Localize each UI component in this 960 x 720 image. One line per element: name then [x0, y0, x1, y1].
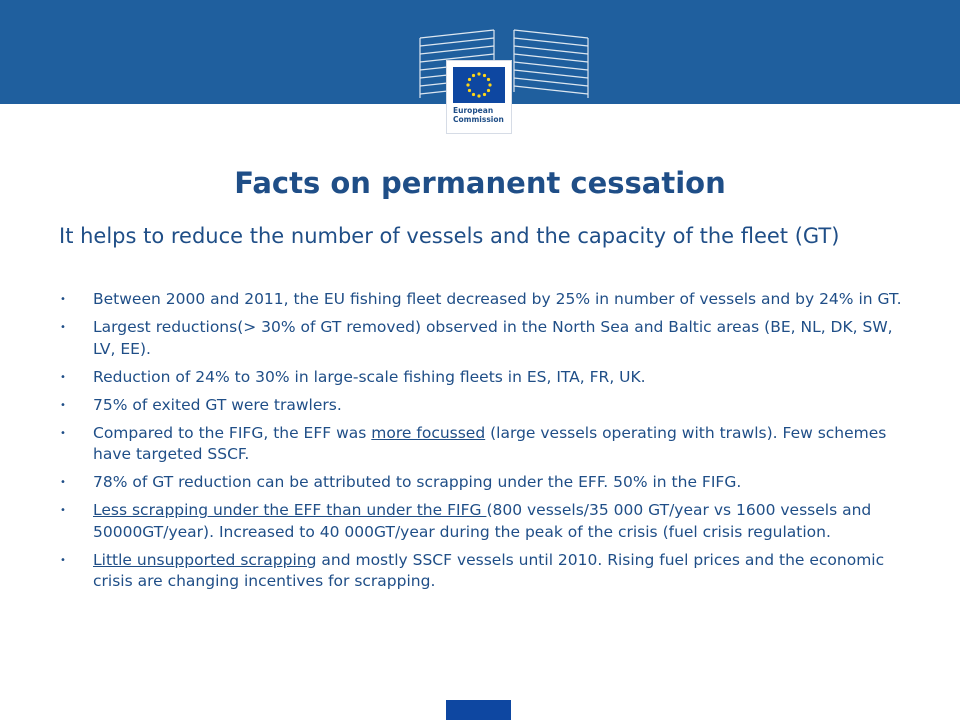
underlined-text: Less scrapping under the EFF than under the FIFG — [93, 501, 487, 519]
bullet-text-pre: Compared to the FIFG, the EFF was — [93, 423, 372, 442]
logo-text-line2: Commission — [453, 115, 504, 124]
bullet-icon: • — [60, 322, 66, 333]
logo-text — [453, 106, 511, 124]
list-item — [60, 550, 912, 593]
logo-text-line1: European — [453, 106, 494, 115]
bullet-icon: • — [60, 399, 66, 411]
bullet-icon: • — [60, 294, 66, 305]
bullet-text: Largest reductions(> 30% of GT removed) observed in the North Sea and Baltic areas (BE, NL, DK, SW, LV, EE). — [93, 318, 893, 358]
list-item — [60, 423, 912, 466]
bullet-icon: • — [60, 505, 66, 516]
bullet-icon: • — [60, 371, 66, 383]
bullet-text-post: (800 vessels/35 000 GT/year vs 1600 vessels and 50000GT/year). Increased to 40 000GT/year during the peak of the crisis (fuel crisis regulation. — [93, 501, 872, 541]
bullet-text: Between 2000 and 2011, the EU fishing fleet decreased by 25% in number of vessels and by 24% in GT. — [93, 290, 902, 308]
bullet-text: 78% of GT reduction can be attributed to scrapping under the EFF. 50% in the FIFG. — [93, 473, 742, 491]
bullet-text-post: (large vessels operating with trawls). Few schemes have targeted SSCF. — [93, 423, 887, 463]
bullet-icon: • — [60, 427, 66, 439]
list-item — [60, 395, 912, 417]
bullet-list — [60, 289, 912, 599]
bullet-text: 75% of exited GT were trawlers. — [93, 395, 342, 414]
bullet-icon: • — [60, 554, 66, 566]
bullet-text: Reduction of 24% to 30% in large-scale fishing fleets in ES, ITA, FR, UK. — [93, 367, 646, 386]
list-item — [60, 500, 912, 543]
underlined-text: more focussed — [371, 423, 486, 442]
intro-text: It helps to reduce the number of vessels and the capacity of the fleet (GT) — [59, 224, 840, 248]
bullet-text-post: and mostly SSCF vessels until 2010. Rising fuel prices and the economic crisis are changing incentives for scrapping. — [93, 550, 885, 590]
bullet-icon: • — [60, 477, 66, 488]
list-item — [60, 367, 912, 389]
slide-title: Facts on permanent cessation — [234, 166, 726, 200]
list-item — [60, 317, 912, 360]
eu-flag-icon — [453, 67, 505, 103]
eu-logo — [446, 60, 512, 134]
list-item — [60, 289, 912, 311]
underlined-text: Little unsupported scrapping — [93, 550, 317, 569]
footer-tab — [446, 700, 511, 720]
list-item — [60, 472, 912, 494]
